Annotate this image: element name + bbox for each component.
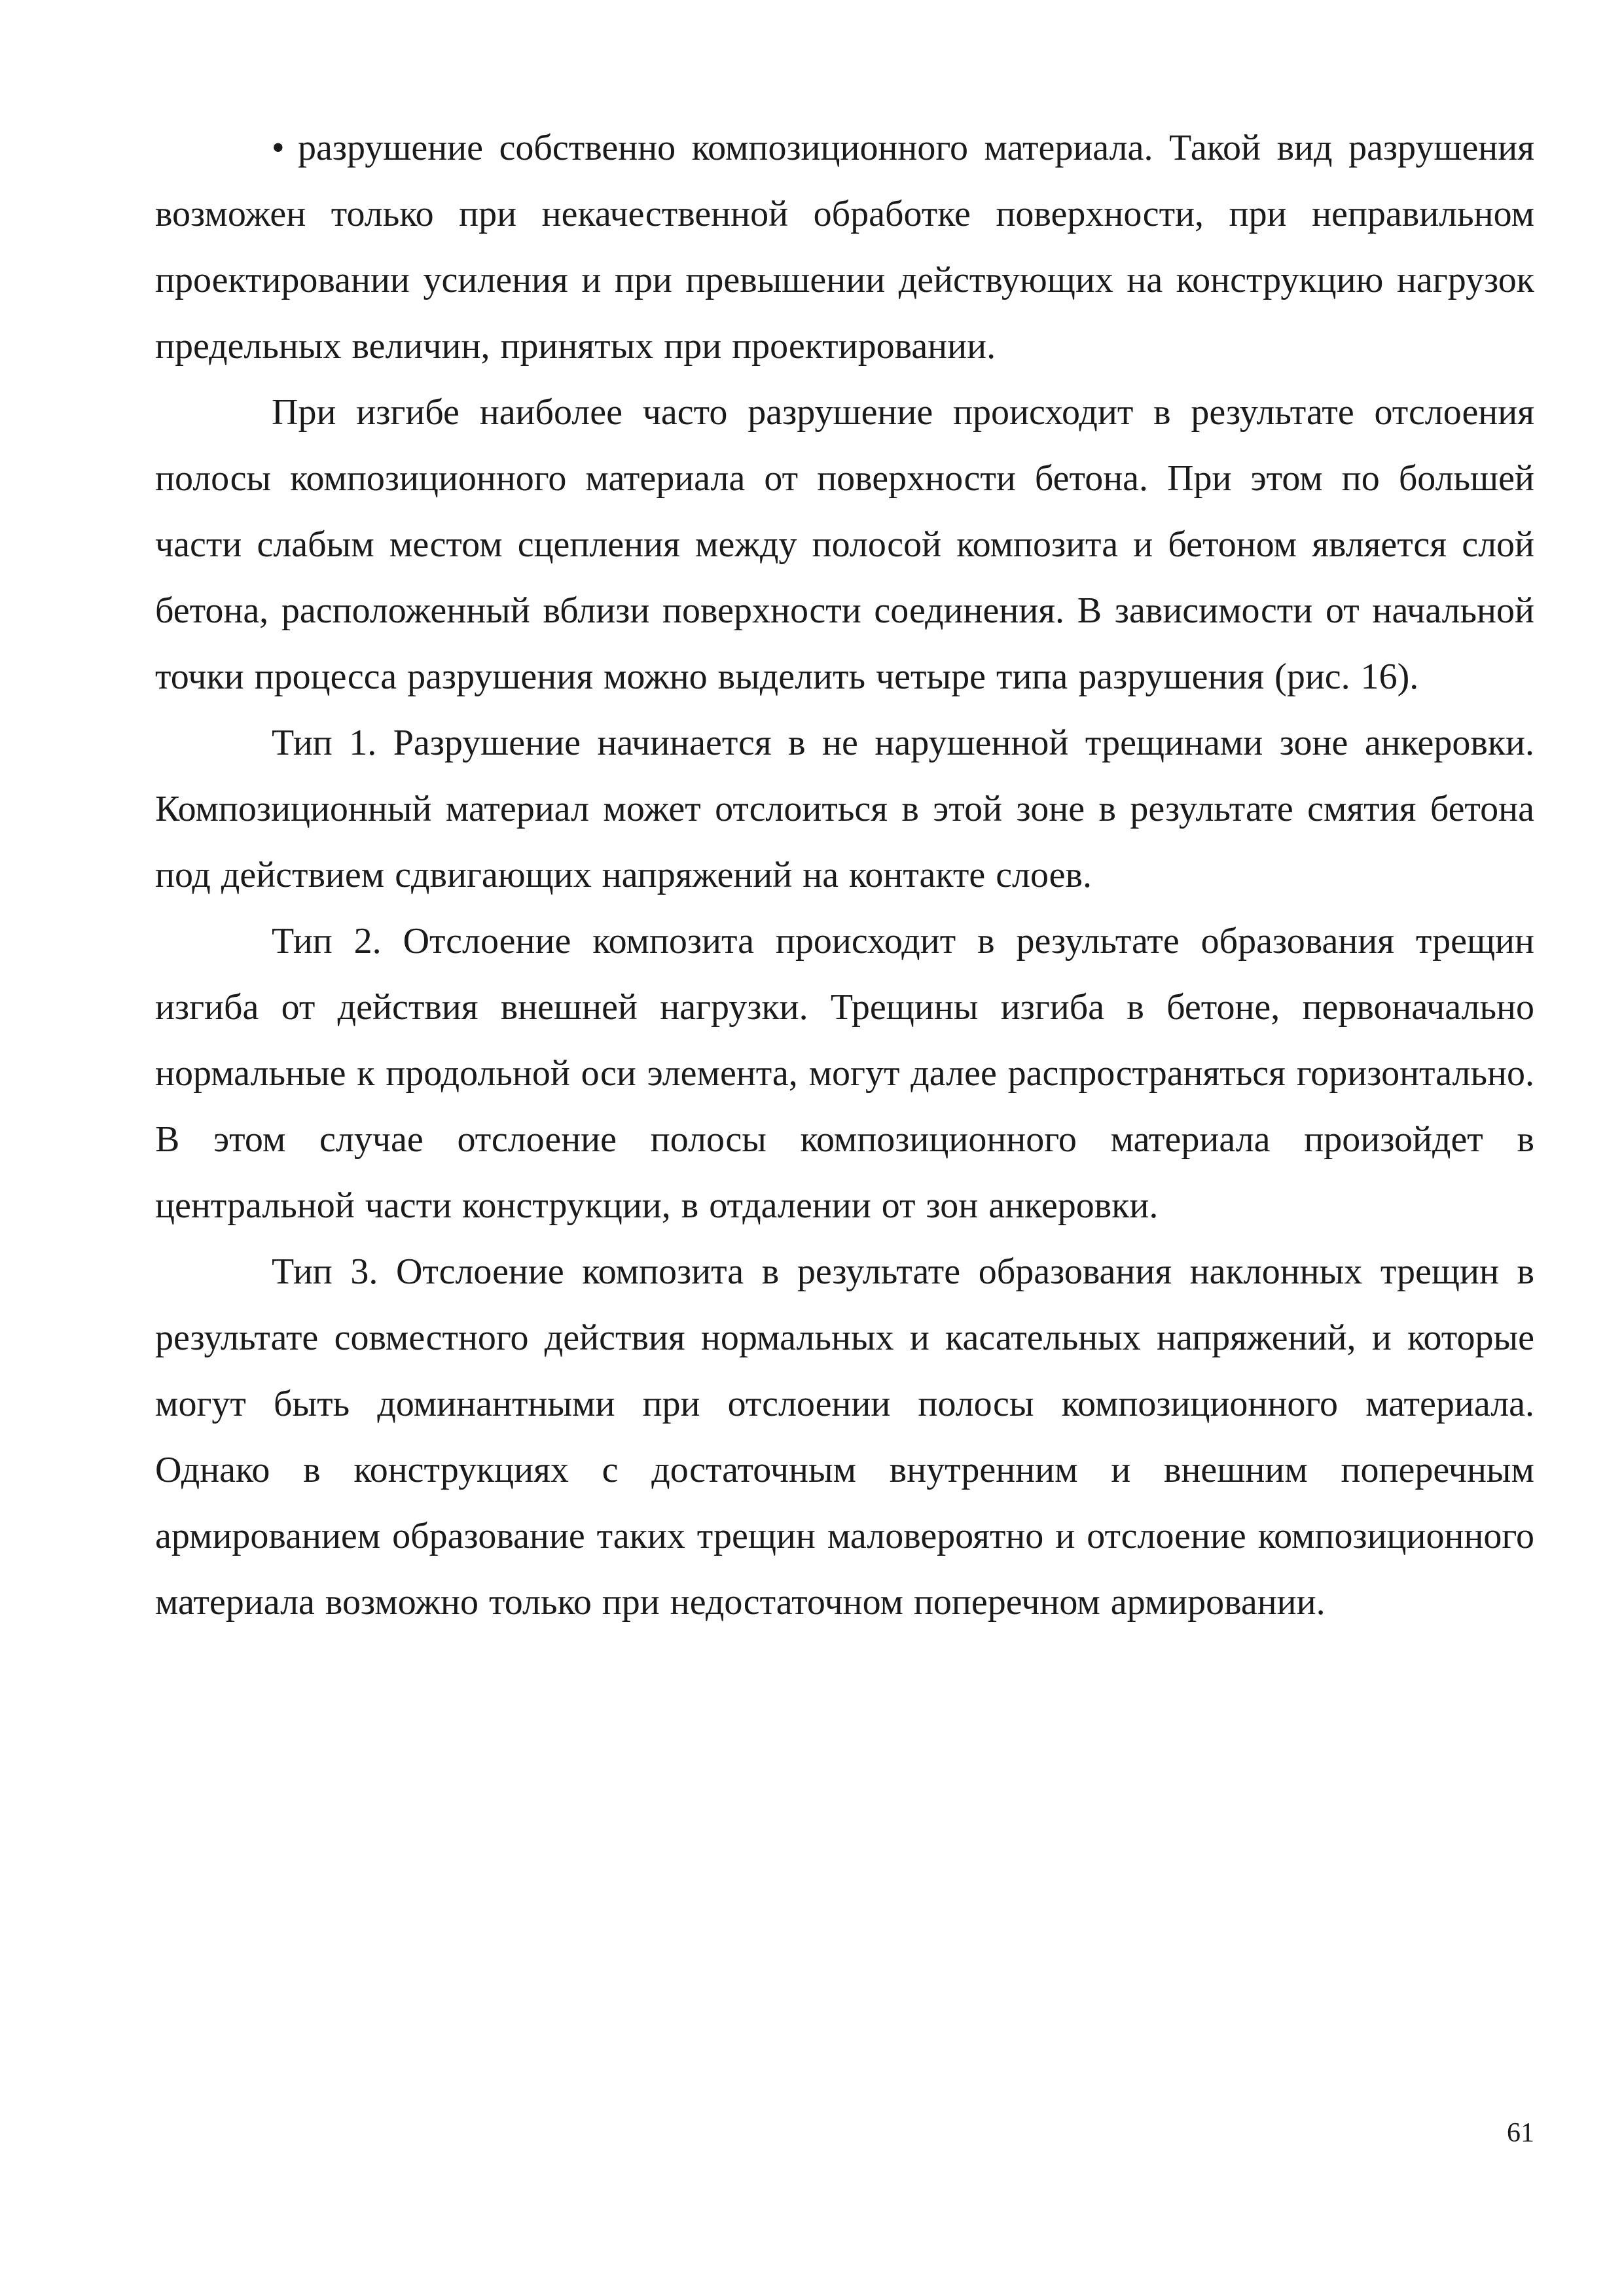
paragraph-type-3: Тип 3. Отслоение композита в результате образования наклонных трещин в результате совместного действия нормальных и касательных напряжений, и которые могут быть доминантными при отслоении полосы композиционного материала. Однако в конструкциях с достаточным внутренним и внешним поперечным армированием образование таких трещин маловероятно и отслоение композиционного материала возможно только при недостаточном поперечном армировании. [155,1251,1534,1623]
paragraph-type-1: Тип 1. Разрушение начинается в не нарушенной трещинами зоне анкеровки. Композиционный материал может отслоиться в этой зоне в результате смятия бетона под действием сдвигающих напряжений на контакте слоев. [155,723,1534,895]
paragraph-type-2: Тип 2. Отслоение композита происходит в результате образования трещин изгиба от действия внешней нагрузки. Трещины изгиба в бетоне, первоначально нормальные к продольной оси элемента, могут далее распространяться горизонтально. В этом случае отслоение полосы композиционного материала произойдет в центральной части конструкции, в отдалении от зон анкеровки. [155,921,1534,1226]
bullet-paragraph [155,115,1534,380]
bullet-icon: • [272,128,285,168]
page-number: 61 [1507,2118,1534,2148]
paragraph-bending-failure: При изгибе наиболее часто разрушение происходит в результате отслоения полосы композиционного материала от поверхности бетона. При этом по большей части слабым местом сцепления между полосой композита и бетоном является слой бетона, расположенный вблизи поверхности соединения. В зависимости от начальной точки процесса разрушения можно выделить четыре типа разрушения (рис. 16). [155,392,1534,697]
body-text [155,115,1534,1636]
bullet-text: разрушение собственно композиционного материала. Такой вид разрушения возможен только при некачественной обработке поверхности, при неправильном проектировании усиления и при превышении действующих на конструкцию нагрузок предельных величин, принятых при проектировании. [155,128,1534,367]
